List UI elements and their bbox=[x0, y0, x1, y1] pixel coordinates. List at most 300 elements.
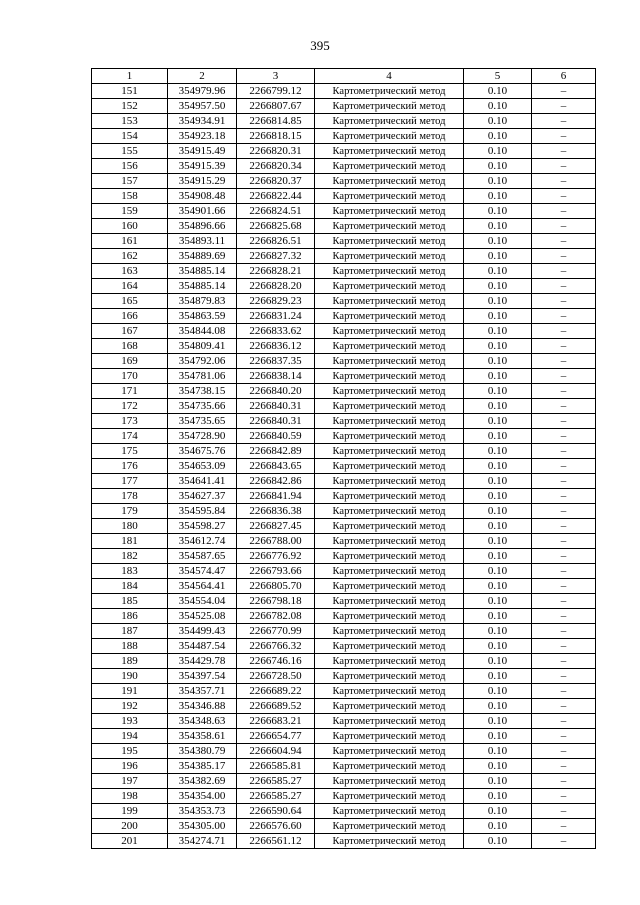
accuracy-cell: 0.10 bbox=[464, 594, 532, 609]
accuracy-cell: 0.10 bbox=[464, 489, 532, 504]
table-row bbox=[92, 774, 596, 789]
point-number-cell: 168 bbox=[92, 339, 168, 354]
accuracy-cell: 0.10 bbox=[464, 519, 532, 534]
point-number-cell: 176 bbox=[92, 459, 168, 474]
y-coordinate-cell: 2266842.86 bbox=[237, 474, 315, 489]
note-cell: – bbox=[532, 249, 596, 264]
x-coordinate-cell: 354612.74 bbox=[168, 534, 237, 549]
note-cell: – bbox=[532, 729, 596, 744]
point-number-cell: 155 bbox=[92, 144, 168, 159]
y-coordinate-cell: 2266776.92 bbox=[237, 549, 315, 564]
note-cell: – bbox=[532, 474, 596, 489]
table-row bbox=[92, 489, 596, 504]
x-coordinate-cell: 354305.00 bbox=[168, 819, 237, 834]
y-coordinate-cell: 2266828.21 bbox=[237, 264, 315, 279]
point-number-cell: 196 bbox=[92, 759, 168, 774]
table-row bbox=[92, 369, 596, 384]
point-number-cell: 174 bbox=[92, 429, 168, 444]
accuracy-cell: 0.10 bbox=[464, 759, 532, 774]
x-coordinate-cell: 354728.90 bbox=[168, 429, 237, 444]
y-coordinate-cell: 2266824.51 bbox=[237, 204, 315, 219]
note-cell: – bbox=[532, 114, 596, 129]
y-coordinate-cell: 2266805.70 bbox=[237, 579, 315, 594]
method-cell: Картометрический метод bbox=[315, 729, 464, 744]
accuracy-cell: 0.10 bbox=[464, 294, 532, 309]
table-row bbox=[92, 459, 596, 474]
table-row bbox=[92, 324, 596, 339]
note-cell: – bbox=[532, 654, 596, 669]
accuracy-cell: 0.10 bbox=[464, 579, 532, 594]
y-coordinate-cell: 2266770.99 bbox=[237, 624, 315, 639]
y-coordinate-cell: 2266826.51 bbox=[237, 234, 315, 249]
point-number-cell: 161 bbox=[92, 234, 168, 249]
method-cell: Картометрический метод bbox=[315, 819, 464, 834]
note-cell: – bbox=[532, 819, 596, 834]
y-coordinate-cell: 2266831.24 bbox=[237, 309, 315, 324]
table-row bbox=[92, 234, 596, 249]
accuracy-cell: 0.10 bbox=[464, 399, 532, 414]
x-coordinate-cell: 354923.18 bbox=[168, 129, 237, 144]
point-number-cell: 173 bbox=[92, 414, 168, 429]
y-coordinate-cell: 2266840.59 bbox=[237, 429, 315, 444]
point-number-cell: 185 bbox=[92, 594, 168, 609]
method-cell: Картометрический метод bbox=[315, 189, 464, 204]
accuracy-cell: 0.10 bbox=[464, 114, 532, 129]
y-coordinate-cell: 2266836.12 bbox=[237, 339, 315, 354]
y-coordinate-cell: 2266793.66 bbox=[237, 564, 315, 579]
accuracy-cell: 0.10 bbox=[464, 204, 532, 219]
y-coordinate-cell: 2266841.94 bbox=[237, 489, 315, 504]
x-coordinate-cell: 354885.14 bbox=[168, 279, 237, 294]
accuracy-cell: 0.10 bbox=[464, 324, 532, 339]
point-number-cell: 157 bbox=[92, 174, 168, 189]
x-coordinate-cell: 354354.00 bbox=[168, 789, 237, 804]
method-cell: Картометрический метод bbox=[315, 654, 464, 669]
y-coordinate-cell: 2266654.77 bbox=[237, 729, 315, 744]
accuracy-cell: 0.10 bbox=[464, 744, 532, 759]
method-cell: Картометрический метод bbox=[315, 114, 464, 129]
table-row bbox=[92, 249, 596, 264]
x-coordinate-cell: 354901.66 bbox=[168, 204, 237, 219]
point-number-cell: 152 bbox=[92, 99, 168, 114]
point-number-cell: 193 bbox=[92, 714, 168, 729]
method-cell: Картометрический метод bbox=[315, 834, 464, 849]
x-coordinate-cell: 354598.27 bbox=[168, 519, 237, 534]
method-cell: Картометрический метод bbox=[315, 369, 464, 384]
note-cell: – bbox=[532, 429, 596, 444]
table-row bbox=[92, 354, 596, 369]
table-row bbox=[92, 114, 596, 129]
table-row bbox=[92, 219, 596, 234]
x-coordinate-cell: 354525.08 bbox=[168, 609, 237, 624]
y-coordinate-cell: 2266838.14 bbox=[237, 369, 315, 384]
point-number-cell: 194 bbox=[92, 729, 168, 744]
note-cell: – bbox=[532, 234, 596, 249]
method-cell: Картометрический метод bbox=[315, 594, 464, 609]
table-row bbox=[92, 159, 596, 174]
point-number-cell: 183 bbox=[92, 564, 168, 579]
table-row bbox=[92, 444, 596, 459]
point-number-cell: 163 bbox=[92, 264, 168, 279]
table-body bbox=[92, 84, 596, 849]
y-coordinate-cell: 2266799.12 bbox=[237, 84, 315, 99]
note-cell: – bbox=[532, 294, 596, 309]
accuracy-cell: 0.10 bbox=[464, 564, 532, 579]
point-number-cell: 182 bbox=[92, 549, 168, 564]
accuracy-cell: 0.10 bbox=[464, 234, 532, 249]
table-row bbox=[92, 414, 596, 429]
point-number-cell: 186 bbox=[92, 609, 168, 624]
method-cell: Картометрический метод bbox=[315, 399, 464, 414]
method-cell: Картометрический метод bbox=[315, 159, 464, 174]
method-cell: Картометрический метод bbox=[315, 99, 464, 114]
note-cell: – bbox=[532, 504, 596, 519]
x-coordinate-cell: 354357.71 bbox=[168, 684, 237, 699]
table-row bbox=[92, 609, 596, 624]
accuracy-cell: 0.10 bbox=[464, 504, 532, 519]
x-coordinate-cell: 354863.59 bbox=[168, 309, 237, 324]
y-coordinate-cell: 2266585.27 bbox=[237, 774, 315, 789]
y-coordinate-cell: 2266807.67 bbox=[237, 99, 315, 114]
accuracy-cell: 0.10 bbox=[464, 819, 532, 834]
method-cell: Картометрический метод bbox=[315, 429, 464, 444]
x-coordinate-cell: 354358.61 bbox=[168, 729, 237, 744]
accuracy-cell: 0.10 bbox=[464, 804, 532, 819]
method-cell: Картометрический метод bbox=[315, 564, 464, 579]
x-coordinate-cell: 354385.17 bbox=[168, 759, 237, 774]
y-coordinate-cell: 2266820.31 bbox=[237, 144, 315, 159]
column-header-5: 5 bbox=[464, 69, 532, 84]
y-coordinate-cell: 2266585.27 bbox=[237, 789, 315, 804]
x-coordinate-cell: 354735.66 bbox=[168, 399, 237, 414]
table-row bbox=[92, 189, 596, 204]
point-number-cell: 179 bbox=[92, 504, 168, 519]
y-coordinate-cell: 2266827.45 bbox=[237, 519, 315, 534]
note-cell: – bbox=[532, 714, 596, 729]
y-coordinate-cell: 2266840.31 bbox=[237, 414, 315, 429]
note-cell: – bbox=[532, 609, 596, 624]
point-number-cell: 178 bbox=[92, 489, 168, 504]
point-number-cell: 154 bbox=[92, 129, 168, 144]
y-coordinate-cell: 2266728.50 bbox=[237, 669, 315, 684]
method-cell: Картометрический метод bbox=[315, 504, 464, 519]
y-coordinate-cell: 2266689.22 bbox=[237, 684, 315, 699]
x-coordinate-cell: 354487.54 bbox=[168, 639, 237, 654]
accuracy-cell: 0.10 bbox=[464, 309, 532, 324]
accuracy-cell: 0.10 bbox=[464, 669, 532, 684]
accuracy-cell: 0.10 bbox=[464, 714, 532, 729]
method-cell: Картометрический метод bbox=[315, 219, 464, 234]
x-coordinate-cell: 354348.63 bbox=[168, 714, 237, 729]
accuracy-cell: 0.10 bbox=[464, 189, 532, 204]
method-cell: Картометрический метод bbox=[315, 789, 464, 804]
x-coordinate-cell: 354844.08 bbox=[168, 324, 237, 339]
note-cell: – bbox=[532, 384, 596, 399]
y-coordinate-cell: 2266814.85 bbox=[237, 114, 315, 129]
note-cell: – bbox=[532, 834, 596, 849]
table-row bbox=[92, 534, 596, 549]
table-row bbox=[92, 834, 596, 849]
x-coordinate-cell: 354574.47 bbox=[168, 564, 237, 579]
table-row bbox=[92, 759, 596, 774]
x-coordinate-cell: 354893.11 bbox=[168, 234, 237, 249]
y-coordinate-cell: 2266746.16 bbox=[237, 654, 315, 669]
x-coordinate-cell: 354564.41 bbox=[168, 579, 237, 594]
y-coordinate-cell: 2266840.20 bbox=[237, 384, 315, 399]
x-coordinate-cell: 354554.04 bbox=[168, 594, 237, 609]
accuracy-cell: 0.10 bbox=[464, 549, 532, 564]
y-coordinate-cell: 2266837.35 bbox=[237, 354, 315, 369]
method-cell: Картометрический метод bbox=[315, 354, 464, 369]
accuracy-cell: 0.10 bbox=[464, 834, 532, 849]
column-header-3: 3 bbox=[237, 69, 315, 84]
table-row bbox=[92, 804, 596, 819]
table-row bbox=[92, 384, 596, 399]
method-cell: Картометрический метод bbox=[315, 639, 464, 654]
accuracy-cell: 0.10 bbox=[464, 129, 532, 144]
note-cell: – bbox=[532, 669, 596, 684]
accuracy-cell: 0.10 bbox=[464, 789, 532, 804]
method-cell: Картометрический метод bbox=[315, 759, 464, 774]
table-row bbox=[92, 519, 596, 534]
point-number-cell: 172 bbox=[92, 399, 168, 414]
accuracy-cell: 0.10 bbox=[464, 639, 532, 654]
table-row bbox=[92, 309, 596, 324]
x-coordinate-cell: 354641.41 bbox=[168, 474, 237, 489]
accuracy-cell: 0.10 bbox=[464, 219, 532, 234]
x-coordinate-cell: 354380.79 bbox=[168, 744, 237, 759]
x-coordinate-cell: 354274.71 bbox=[168, 834, 237, 849]
table-row bbox=[92, 549, 596, 564]
x-coordinate-cell: 354809.41 bbox=[168, 339, 237, 354]
table-row bbox=[92, 624, 596, 639]
table-row bbox=[92, 429, 596, 444]
method-cell: Картометрический метод bbox=[315, 669, 464, 684]
table-row bbox=[92, 714, 596, 729]
table-row bbox=[92, 669, 596, 684]
table-row bbox=[92, 399, 596, 414]
y-coordinate-cell: 2266833.62 bbox=[237, 324, 315, 339]
accuracy-cell: 0.10 bbox=[464, 249, 532, 264]
x-coordinate-cell: 354879.83 bbox=[168, 294, 237, 309]
y-coordinate-cell: 2266561.12 bbox=[237, 834, 315, 849]
note-cell: – bbox=[532, 684, 596, 699]
y-coordinate-cell: 2266818.15 bbox=[237, 129, 315, 144]
point-number-cell: 175 bbox=[92, 444, 168, 459]
method-cell: Картометрический метод bbox=[315, 294, 464, 309]
note-cell: – bbox=[532, 624, 596, 639]
note-cell: – bbox=[532, 759, 596, 774]
table-row bbox=[92, 654, 596, 669]
accuracy-cell: 0.10 bbox=[464, 369, 532, 384]
page-number: 395 bbox=[310, 38, 330, 53]
accuracy-cell: 0.10 bbox=[464, 684, 532, 699]
accuracy-cell: 0.10 bbox=[464, 729, 532, 744]
y-coordinate-cell: 2266590.64 bbox=[237, 804, 315, 819]
x-coordinate-cell: 354675.76 bbox=[168, 444, 237, 459]
x-coordinate-cell: 354346.88 bbox=[168, 699, 237, 714]
table-row bbox=[92, 264, 596, 279]
table-row bbox=[92, 474, 596, 489]
method-cell: Картометрический метод bbox=[315, 624, 464, 639]
x-coordinate-cell: 354781.06 bbox=[168, 369, 237, 384]
note-cell: – bbox=[532, 99, 596, 114]
note-cell: – bbox=[532, 339, 596, 354]
accuracy-cell: 0.10 bbox=[464, 174, 532, 189]
accuracy-cell: 0.10 bbox=[464, 474, 532, 489]
point-number-cell: 189 bbox=[92, 654, 168, 669]
method-cell: Картометрический метод bbox=[315, 519, 464, 534]
note-cell: – bbox=[532, 519, 596, 534]
x-coordinate-cell: 354429.78 bbox=[168, 654, 237, 669]
note-cell: – bbox=[532, 174, 596, 189]
y-coordinate-cell: 2266822.44 bbox=[237, 189, 315, 204]
y-coordinate-cell: 2266829.23 bbox=[237, 294, 315, 309]
table-row bbox=[92, 339, 596, 354]
accuracy-cell: 0.10 bbox=[464, 99, 532, 114]
method-cell: Картометрический метод bbox=[315, 324, 464, 339]
note-cell: – bbox=[532, 324, 596, 339]
x-coordinate-cell: 354499.43 bbox=[168, 624, 237, 639]
note-cell: – bbox=[532, 489, 596, 504]
accuracy-cell: 0.10 bbox=[464, 459, 532, 474]
point-number-cell: 199 bbox=[92, 804, 168, 819]
note-cell: – bbox=[532, 579, 596, 594]
note-cell: – bbox=[532, 219, 596, 234]
point-number-cell: 198 bbox=[92, 789, 168, 804]
note-cell: – bbox=[532, 414, 596, 429]
table-row bbox=[92, 789, 596, 804]
table-row bbox=[92, 174, 596, 189]
note-cell: – bbox=[532, 459, 596, 474]
point-number-cell: 164 bbox=[92, 279, 168, 294]
table-row bbox=[92, 699, 596, 714]
method-cell: Картометрический метод bbox=[315, 414, 464, 429]
point-number-cell: 166 bbox=[92, 309, 168, 324]
note-cell: – bbox=[532, 279, 596, 294]
method-cell: Картометрический метод bbox=[315, 444, 464, 459]
table-row bbox=[92, 639, 596, 654]
y-coordinate-cell: 2266766.32 bbox=[237, 639, 315, 654]
point-number-cell: 184 bbox=[92, 579, 168, 594]
table-row bbox=[92, 594, 596, 609]
table-row bbox=[92, 504, 596, 519]
x-coordinate-cell: 354382.69 bbox=[168, 774, 237, 789]
table-row bbox=[92, 99, 596, 114]
note-cell: – bbox=[532, 159, 596, 174]
table-header-row bbox=[92, 69, 596, 84]
accuracy-cell: 0.10 bbox=[464, 429, 532, 444]
point-number-cell: 162 bbox=[92, 249, 168, 264]
note-cell: – bbox=[532, 399, 596, 414]
point-number-cell: 177 bbox=[92, 474, 168, 489]
method-cell: Картометрический метод bbox=[315, 474, 464, 489]
table-row bbox=[92, 579, 596, 594]
x-coordinate-cell: 354653.09 bbox=[168, 459, 237, 474]
method-cell: Картометрический метод bbox=[315, 249, 464, 264]
accuracy-cell: 0.10 bbox=[464, 414, 532, 429]
table-row bbox=[92, 294, 596, 309]
y-coordinate-cell: 2266827.32 bbox=[237, 249, 315, 264]
column-header-6: 6 bbox=[532, 69, 596, 84]
point-number-cell: 187 bbox=[92, 624, 168, 639]
point-number-cell: 197 bbox=[92, 774, 168, 789]
method-cell: Картометрический метод bbox=[315, 534, 464, 549]
note-cell: – bbox=[532, 144, 596, 159]
accuracy-cell: 0.10 bbox=[464, 384, 532, 399]
point-number-cell: 156 bbox=[92, 159, 168, 174]
point-number-cell: 190 bbox=[92, 669, 168, 684]
y-coordinate-cell: 2266788.00 bbox=[237, 534, 315, 549]
point-number-cell: 153 bbox=[92, 114, 168, 129]
accuracy-cell: 0.10 bbox=[464, 534, 532, 549]
x-coordinate-cell: 354397.54 bbox=[168, 669, 237, 684]
method-cell: Картометрический метод bbox=[315, 279, 464, 294]
method-cell: Картометрический метод bbox=[315, 744, 464, 759]
point-number-cell: 192 bbox=[92, 699, 168, 714]
note-cell: – bbox=[532, 309, 596, 324]
point-number-cell: 158 bbox=[92, 189, 168, 204]
x-coordinate-cell: 354915.29 bbox=[168, 174, 237, 189]
table-row bbox=[92, 279, 596, 294]
method-cell: Картометрический метод bbox=[315, 84, 464, 99]
table-row bbox=[92, 684, 596, 699]
accuracy-cell: 0.10 bbox=[464, 339, 532, 354]
note-cell: – bbox=[532, 444, 596, 459]
y-coordinate-cell: 2266782.08 bbox=[237, 609, 315, 624]
column-header-2: 2 bbox=[168, 69, 237, 84]
method-cell: Картометрический метод bbox=[315, 234, 464, 249]
point-number-cell: 191 bbox=[92, 684, 168, 699]
note-cell: – bbox=[532, 534, 596, 549]
table-row bbox=[92, 729, 596, 744]
note-cell: – bbox=[532, 189, 596, 204]
point-number-cell: 160 bbox=[92, 219, 168, 234]
method-cell: Картометрический метод bbox=[315, 459, 464, 474]
table-row bbox=[92, 564, 596, 579]
method-cell: Картометрический метод bbox=[315, 339, 464, 354]
method-cell: Картометрический метод bbox=[315, 174, 464, 189]
x-coordinate-cell: 354934.91 bbox=[168, 114, 237, 129]
method-cell: Картометрический метод bbox=[315, 774, 464, 789]
y-coordinate-cell: 2266840.31 bbox=[237, 399, 315, 414]
x-coordinate-cell: 354595.84 bbox=[168, 504, 237, 519]
table-row bbox=[92, 744, 596, 759]
y-coordinate-cell: 2266585.81 bbox=[237, 759, 315, 774]
x-coordinate-cell: 354792.06 bbox=[168, 354, 237, 369]
table-row bbox=[92, 819, 596, 834]
x-coordinate-cell: 354889.69 bbox=[168, 249, 237, 264]
note-cell: – bbox=[532, 129, 596, 144]
point-number-cell: 159 bbox=[92, 204, 168, 219]
y-coordinate-cell: 2266820.37 bbox=[237, 174, 315, 189]
point-number-cell: 181 bbox=[92, 534, 168, 549]
column-header-1: 1 bbox=[92, 69, 168, 84]
table-row bbox=[92, 84, 596, 99]
y-coordinate-cell: 2266683.21 bbox=[237, 714, 315, 729]
note-cell: – bbox=[532, 774, 596, 789]
note-cell: – bbox=[532, 594, 596, 609]
point-number-cell: 180 bbox=[92, 519, 168, 534]
x-coordinate-cell: 354353.73 bbox=[168, 804, 237, 819]
accuracy-cell: 0.10 bbox=[464, 354, 532, 369]
point-number-cell: 151 bbox=[92, 84, 168, 99]
note-cell: – bbox=[532, 564, 596, 579]
note-cell: – bbox=[532, 354, 596, 369]
y-coordinate-cell: 2266576.60 bbox=[237, 819, 315, 834]
column-header-4: 4 bbox=[315, 69, 464, 84]
x-coordinate-cell: 354627.37 bbox=[168, 489, 237, 504]
